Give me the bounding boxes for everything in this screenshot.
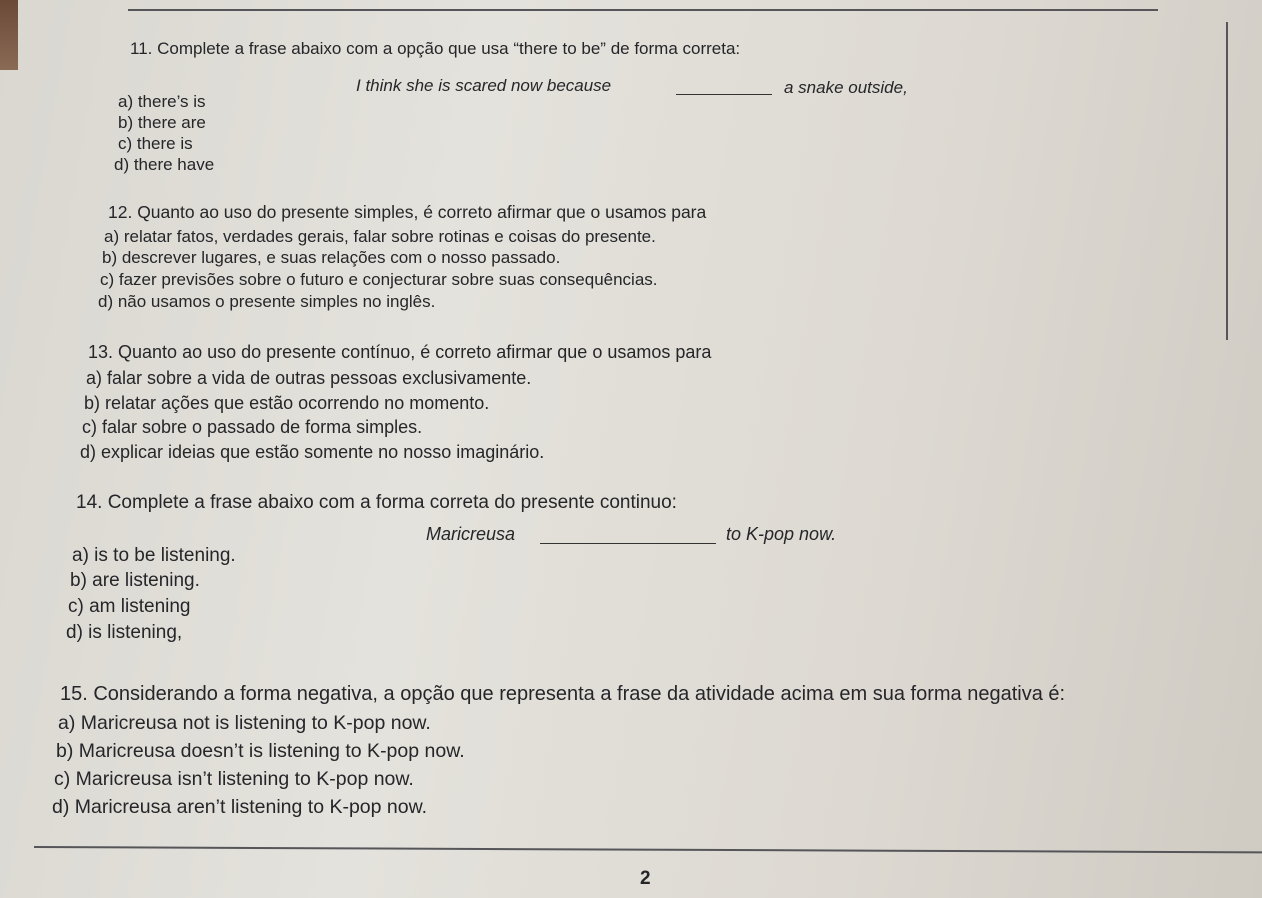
question-13-option-b: b) relatar ações que estão ocorrendo no momento. xyxy=(84,393,490,413)
question-14-prompt: 14. Complete a frase abaixo com a forma correta do presente continuo: xyxy=(76,492,677,513)
question-14-sentence-end: to K-pop now. xyxy=(726,524,837,544)
question-14-blank xyxy=(540,543,716,544)
question-15-option-b: b) Maricreusa doesn’t is listening to K-pop now. xyxy=(56,740,465,762)
question-11-blank xyxy=(676,94,772,95)
top-rule xyxy=(128,9,1158,11)
question-15-option-c: c) Maricreusa isn’t listening to K-pop now. xyxy=(54,768,414,790)
question-12-option-a: a) relatar fatos, verdades gerais, falar sobre rotinas e coisas do presente. xyxy=(104,227,656,246)
question-12-prompt: 12. Quanto ao uso do presente simples, é correto afirmar que o usamos para xyxy=(108,202,707,222)
question-11-option-d: d) there have xyxy=(114,155,215,174)
question-11-option-c: c) there is xyxy=(118,134,193,153)
question-15-option-d: d) Maricreusa aren’t listening to K-pop now. xyxy=(52,796,428,818)
question-13-option-d: d) explicar ideias que estão somente no nosso imaginário. xyxy=(80,442,545,462)
question-14-option-b: b) are listening. xyxy=(70,570,200,591)
question-13-option-c: c) falar sobre o passado de forma simples. xyxy=(82,417,423,437)
question-14-option-a: a) is to be listening. xyxy=(72,545,236,566)
question-12-option-d: d) não usamos o presente simples no inglês. xyxy=(98,292,436,311)
question-14-sentence-start: Maricreusa xyxy=(426,524,516,544)
question-11-option-b: b) there are xyxy=(118,113,206,132)
question-14-option-c: c) am listening xyxy=(68,596,191,617)
question-11-sentence-start: I think she is scared now because xyxy=(356,76,612,95)
question-11-sentence-end: a snake outside, xyxy=(784,78,908,97)
question-14-option-d: d) is listening, xyxy=(66,622,183,643)
right-border-line xyxy=(1226,22,1228,340)
question-13-option-a: a) falar sobre a vida de outras pessoas exclusivamente. xyxy=(86,368,532,388)
question-15-prompt: 15. Considerando a forma negativa, a opção que representa a frase da atividade acima em sua forma negativa é: xyxy=(60,683,1066,705)
bottom-rule xyxy=(34,846,1262,853)
question-12-option-c: c) fazer previsões sobre o futuro e conjecturar sobre suas consequências. xyxy=(100,270,658,289)
question-12-option-b: b) descrever lugares, e suas relações com o nosso passado. xyxy=(102,248,561,267)
table-edge xyxy=(0,0,18,70)
question-15-option-a: a) Maricreusa not is listening to K-pop now. xyxy=(58,712,431,734)
question-11-option-a: a) there’s is xyxy=(118,92,206,111)
question-11-prompt: 11. Complete a frase abaixo com a opção que usa “there to be” de forma correta: xyxy=(130,39,741,58)
question-13-prompt: 13. Quanto ao uso do presente contínuo, é correto afirmar que o usamos para xyxy=(88,342,712,362)
page-number: 2 xyxy=(640,868,651,889)
